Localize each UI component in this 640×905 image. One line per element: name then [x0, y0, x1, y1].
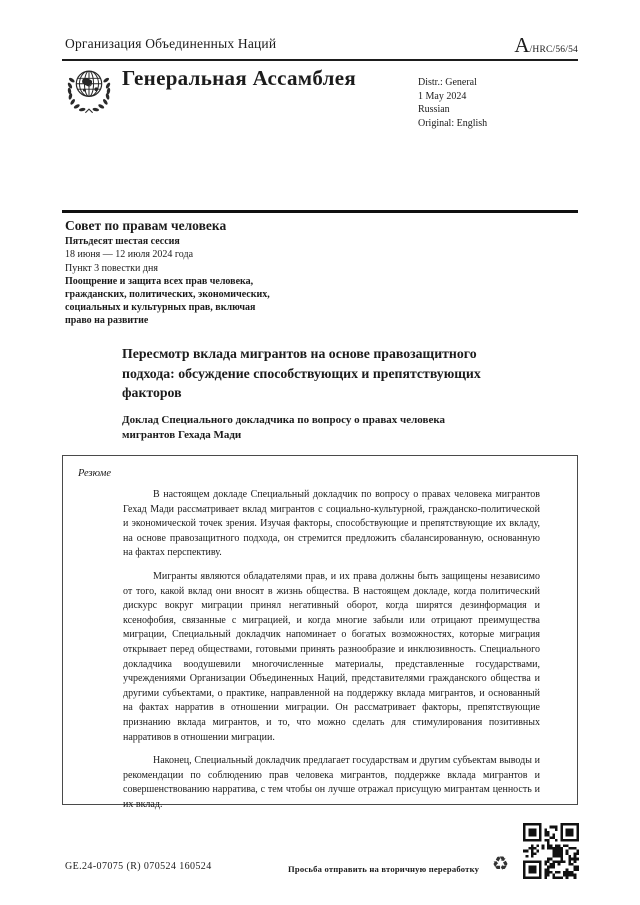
- session-dates: 18 июня — 12 июля 2024 года: [65, 249, 194, 261]
- assembly-title: Генеральная Ассамблея: [122, 66, 357, 90]
- header-rule: [62, 59, 578, 61]
- agenda-title-line: право на развитие: [65, 315, 149, 327]
- org-name: Организация Объединенных Наций: [65, 36, 277, 51]
- session-number: Пятьдесят шестая сессия: [65, 236, 180, 248]
- distr-line: 1 May 2024: [418, 90, 467, 102]
- summary-body: [123, 488, 540, 812]
- recycle-icon: ♻: [492, 853, 510, 875]
- summary-paragraph: В настоящем докладе Специальный докладчик по вопросу о правах человека мигрантов Гехад Мади рассматривает вклад мигрантов с социально-культурной, гражданско-политической и экономической точек зрения. Изучая факторы, способствующие и препятствующие их вкладу, на основе правозащитного подхода, он стремится предложить сбалансированную, основанную на фактах перспективу.: [123, 489, 540, 559]
- agenda-title-line: Поощрение и защита всех прав человека,: [65, 275, 254, 287]
- distr-block: [418, 76, 487, 130]
- masthead-rule: [62, 210, 578, 213]
- agenda-title-line: гражданских, политических, экономических,: [65, 289, 270, 301]
- qr-code: [523, 823, 579, 879]
- doc-symbol: [514, 33, 578, 62]
- distr-line: Russian: [418, 104, 450, 115]
- committee-name: Совет по правам человека: [65, 218, 227, 233]
- ge-number: GE.24-07075 (R) 070524 160524: [65, 861, 212, 872]
- distr-line: Distr.: General: [418, 77, 477, 88]
- doc-symbol-main: A: [514, 33, 530, 57]
- agenda-item: Пункт 3 повестки дня: [65, 262, 158, 274]
- recycle-note: Просьба отправить на вторичную переработку: [288, 864, 480, 874]
- agenda-title: [65, 275, 270, 328]
- session-block: [65, 219, 270, 328]
- summary-paragraph: Наконец, Специальный докладчик предлагает государствам и другим субъектам выводы и рекомендации по соблюдению прав человека мигрантов, поддержке вклада мигрантов и совершенствованию нарратива, с тем чтобы он лучше отражал присущую мигрантам ценность и их вклад.: [123, 755, 540, 810]
- agenda-title-line: социальных и культурных прав, включая: [65, 302, 256, 314]
- summary-box: [62, 455, 578, 810]
- summary-heading: Резюме: [78, 468, 112, 479]
- doc-symbol-suffix: /HRC/56/54: [529, 45, 578, 55]
- un-emblem-icon: [60, 62, 118, 120]
- distr-line: Original: English: [418, 117, 488, 129]
- summary-paragraph: Мигранты являются обладателями прав, и их права должны быть защищены независимо от того, какой вклад они вносят в жизнь общества. В настоящем докладе, когда политический дискурс вокруг миграции принял негативный оборот, когда ширятся дезинформация и ксенофобия, связанные с миграцией, и когда многие забыли или отрицают преимущества миграции, Специальный докладчик напоминает о богатых возможностях, которые миграция открывает перед обществами, готовыми принять разнообразие и инклюзивность. Специального докладчика воодушевили многочисленные материалы, представленные государствами, учреждениями Организации Объединенных Наций, представителями гражданского общества и другими субъектами, о практике, направленной на поддержку вклада мигрантов, и основанный на фактах нарратив в отношении миграции. Он рассматривает факторы, препятствующие признанию вклада мигрантов, и то, что можно сделать для стимулирования позитивных нарративов в отношении миграции.: [123, 570, 540, 743]
- report-title: Пересмотр вклада мигрантов на основе правозащитного подхода: обсуждение способствующих и препятствующих факторов: [122, 346, 481, 400]
- report-subtitle: Доклад Специального докладчика по вопросу о правах человека мигрантов Гехада Мади: [122, 414, 445, 441]
